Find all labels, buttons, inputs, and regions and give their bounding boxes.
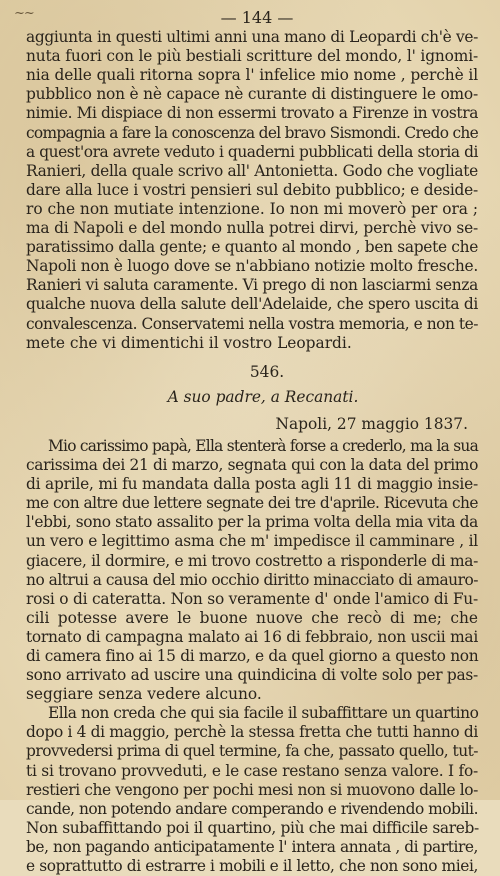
text-line: dare alla luce i vostri pensieri sul debito pubblico; e deside- [26,180,478,199]
text-line: Ranieri, della quale scrivo all' Antonietta. Godo che vogliate [26,161,478,180]
text-line: convalescenza. Conservatemi nella vostra memoria, e non te- [26,314,478,333]
text-line: seggiare senza vedere alcuno. [26,685,262,704]
text-line: tornato di campagna malato ai 16 di febbraio, non uscii mai [26,627,478,646]
text-line: l'ebbi, sono stato assalito per la prima volta della mia vita da [26,513,478,532]
paragraph-2 [26,704,478,876]
text-line: giacere, il dormire, e mi trovo costretto a risponderle di ma- [26,551,478,570]
text-line: no altrui a causa del mio occhio diritto minacciato di amauro- [26,570,478,589]
dateline: Napoli, 27 maggio 1837. [275,414,468,433]
text-line: compagnia a fare la conoscenza del bravo Sismondi. Credo che [26,123,478,142]
text-line: rosi o di cateratta. Non so veramente d' onde l'amico di Fu- [26,589,478,608]
text-line: di camera fino ai 15 di marzo, e da quel giorno a questo non [26,647,479,665]
text-line: nuta fuori con le più bestiali scritture del mondo, l' ignomi- [26,47,478,66]
text-line: Mio carissimo papà, Ella stenterà forse a crederlo, ma la sua [48,436,478,455]
text-line: be, non pagando anticipatamente l' intera annata , di partire, [26,837,478,856]
corner-mark: ~~ [14,6,34,21]
text-line: provvedersi prima di quel termine, fa che, passato quello, tut- [26,742,478,761]
text-line: aggiunta in questi ultimi anni una mano di Leopardi ch'è ve- [26,28,478,47]
text-line: cili potesse avere le buone nuove che recò di me; che [26,608,478,627]
text-line: Non subaffittando poi il quartino, più che mai difficile sareb- [26,818,479,837]
text-line: Ella non creda che qui sia facile il subaffittare un quartino [48,704,479,723]
text-line: sono arrivato ad uscire una quindicina di volte solo per pas- [26,666,478,685]
text-line: e soprattutto di estrarre i mobili e il letto, che non sono miei, [26,857,478,876]
paragraph-1 [26,437,478,704]
text-line: paratissimo dalla gente; e quanto al mondo , ben sapete che [26,238,478,257]
text-line: cande, non potendo andare comperando e rivendendo mobili. [26,799,478,818]
text-line: Napoli non è luogo dove se n'abbiano notizie molto fresche. [26,257,478,276]
text-line: ro che non mutiate intenzione. Io non mi moverò per ora ; [26,199,478,218]
text-line: nia delle quali ritorna sopra l' infelice mio nome , perchè il [26,66,479,85]
text-line: ti si trovano provveduti, e le case restano senza valore. I fo- [26,761,478,780]
text-line: pubblico non è nè capace nè curante di distinguere le omo- [26,85,478,104]
text-line: qualche nuova della salute dell'Adelaide, che spero uscita di [26,295,478,314]
text-line: mete che vi dimentichi il vostro Leopardi. [26,333,352,352]
text-line: a quest'ora avrete veduto i quaderni pubblicati della storia di [26,142,478,161]
text-line: restieri che vengono per pochi mesi non si muovono dalle lo- [26,780,478,799]
text-line: Ranieri vi saluta caramente. Vi prego di non lasciarmi senza [26,276,478,295]
text-line: carissima dei 21 di marzo, segnata qui con la data del primo [26,456,478,475]
letter-continuation [26,28,478,353]
text-line: me con altre due lettere segnate dei tre d'aprile. Ricevuta che [26,494,478,513]
page-number: — 144 — [220,8,294,27]
text-line: di aprile, mi fu mandata dalla posta agli 11 di maggio insie- [26,475,478,494]
letter-heading: A suo padre, a Recanati. [167,387,359,406]
text-line: nimie. Mi dispiace di non essermi trovato a Firenze in vostra [26,104,478,123]
text-line: dopo i 4 di maggio, perchè la stessa fretta che tutti hanno di [26,723,478,742]
letter-number: 546. [249,362,285,381]
text-line: ma di Napoli e del mondo nulla potrei dirvi, perchè vivo se- [26,219,478,238]
text-line: un vero e legittimo asma che m' impedisce il camminare , il [26,532,478,551]
